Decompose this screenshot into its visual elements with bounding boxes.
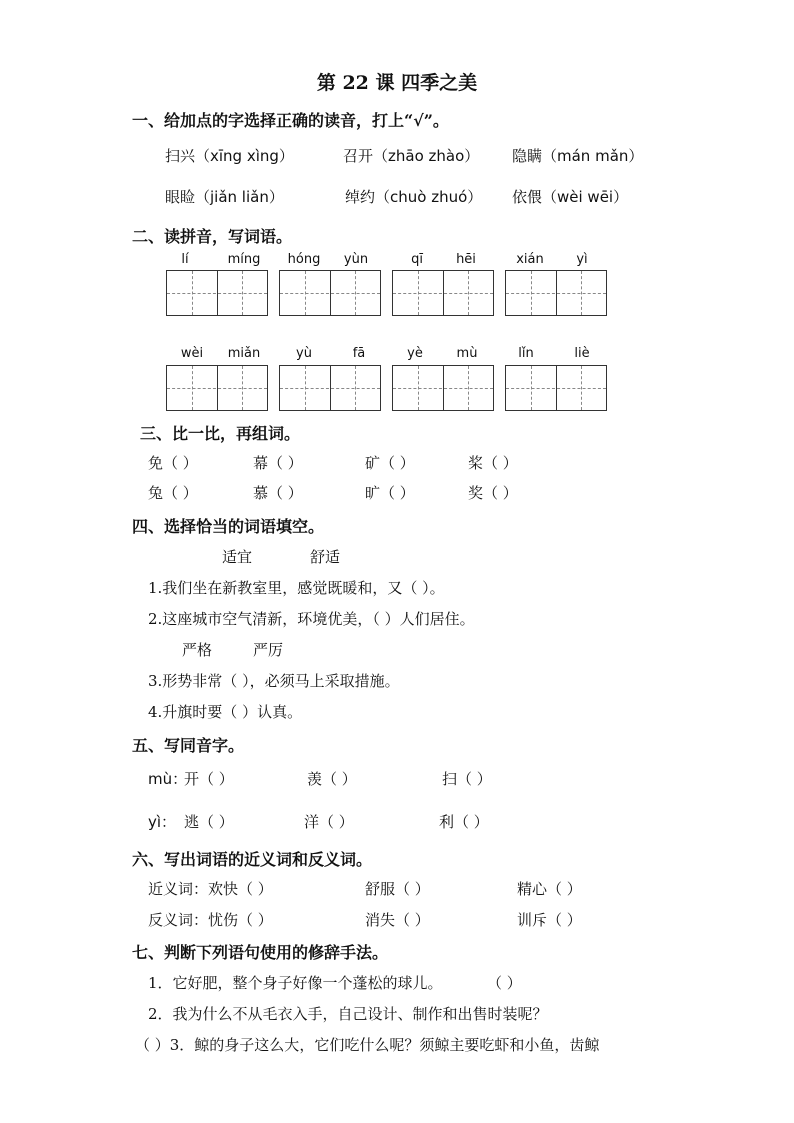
s6-item: 近义词：欢快（ ） bbox=[148, 880, 273, 898]
word-choice: 适宜 bbox=[222, 548, 253, 566]
s3-item: 桨（ ） bbox=[468, 454, 518, 472]
s5-item: 逃（ ） bbox=[184, 813, 234, 831]
writing-grid[interactable] bbox=[166, 270, 268, 316]
writing-grid[interactable] bbox=[166, 365, 268, 411]
pinyin-label: mù bbox=[456, 346, 478, 361]
s3-item: 幕（ ） bbox=[253, 454, 303, 472]
word-choice: 严格 bbox=[182, 641, 213, 659]
pinyin-label: wèi bbox=[180, 346, 204, 361]
pinyin-label: míng bbox=[227, 252, 261, 267]
s7-question: （ ）3．鲸的身子这么大，它们吃什么呢？须鲸主要吃虾和小鱼，齿鲸 bbox=[135, 1036, 600, 1054]
section-5-heading: 五、写同音字。 bbox=[132, 736, 245, 755]
page-title: 第 22 课 四季之美 bbox=[316, 72, 478, 94]
pinyin-label: yùn bbox=[343, 252, 369, 267]
s3-item: 旷（ ） bbox=[365, 484, 415, 502]
s3-item: 免（ ） bbox=[148, 454, 198, 472]
s3-item: 慕（ ） bbox=[253, 484, 303, 502]
pinyin-label: fā bbox=[352, 346, 366, 361]
pinyin-label: yù bbox=[296, 346, 312, 361]
s1-item: 隐瞒（mán mǎn） bbox=[512, 147, 644, 165]
s5-item: 利（ ） bbox=[439, 813, 489, 831]
pinyin-label: lǐn bbox=[518, 346, 534, 361]
pinyin-label: liè bbox=[574, 346, 590, 361]
pinyin-label: qī bbox=[411, 252, 423, 267]
s7-question: 1．它好肥，整个身子好像一个蓬松的球儿。 bbox=[148, 974, 443, 992]
s4-question: 4.升旗时要（ ）认真。 bbox=[148, 703, 303, 721]
s6-item: 训斥（ ） bbox=[517, 911, 582, 929]
s3-item: 矿（ ） bbox=[365, 454, 415, 472]
pinyin-label: lí bbox=[181, 252, 189, 267]
word-choice: 严厉 bbox=[253, 641, 284, 659]
section-3-heading: 三、比一比，再组词。 bbox=[140, 424, 301, 443]
pinyin-label: hēi bbox=[456, 252, 476, 267]
pinyin-label: yè bbox=[407, 346, 423, 361]
s1-item: 扫兴（xīng xìng） bbox=[165, 147, 294, 165]
section-7-heading: 七、判断下列语句使用的修辞手法。 bbox=[132, 943, 389, 962]
s3-item: 兔（ ） bbox=[148, 484, 198, 502]
pinyin-label: yì： bbox=[148, 813, 177, 831]
section-1-heading: 一、给加点的字选择正确的读音，打上“√”。 bbox=[132, 111, 449, 130]
pinyin-label: xián bbox=[516, 252, 544, 267]
s1-item: 眼睑（jiǎn liǎn） bbox=[165, 188, 284, 206]
s4-question: 1.我们坐在新教室里，感觉既暖和，又（ ）。 bbox=[148, 579, 445, 597]
pinyin-label: yì bbox=[576, 252, 588, 267]
pinyin-label: mù： bbox=[148, 770, 188, 788]
section-4-heading: 四、选择恰当的词语填空。 bbox=[132, 517, 325, 536]
section-6-heading: 六、写出词语的近义词和反义词。 bbox=[132, 850, 373, 869]
s6-item: 消失（ ） bbox=[365, 911, 430, 929]
writing-grid[interactable] bbox=[279, 365, 381, 411]
s5-item: 开（ ） bbox=[184, 770, 234, 788]
pinyin-label: miǎn bbox=[227, 346, 261, 361]
word-choice: 舒适 bbox=[310, 548, 341, 566]
s6-item: 反义词：忧伤（ ） bbox=[148, 911, 273, 929]
s6-item: 精心（ ） bbox=[517, 880, 582, 898]
s1-item: 召开（zhāo zhào） bbox=[343, 147, 480, 165]
s4-question: 3.形势非常（ ），必须马上采取措施。 bbox=[148, 672, 400, 690]
writing-grid[interactable] bbox=[505, 270, 607, 316]
writing-grid[interactable] bbox=[279, 270, 381, 316]
s7-question: 2．我为什么不从毛衣入手，自己设计、制作和出售时装呢？ bbox=[148, 1005, 548, 1023]
writing-grid[interactable] bbox=[505, 365, 607, 411]
s5-item: 羡（ ） bbox=[307, 770, 357, 788]
s1-item: 依偎（wèi wēi） bbox=[512, 188, 629, 206]
s4-question: 2.这座城市空气清新，环境优美，（ ）人们居住。 bbox=[148, 610, 475, 628]
answer-blank[interactable]: （ ） bbox=[487, 974, 522, 992]
s3-item: 奖（ ） bbox=[468, 484, 518, 502]
s6-item: 舒服（ ） bbox=[365, 880, 430, 898]
s1-item: 绰约（chuò zhuó） bbox=[345, 188, 483, 206]
writing-grid[interactable] bbox=[392, 270, 494, 316]
section-2-heading: 二、读拼音，写词语。 bbox=[132, 227, 293, 246]
pinyin-label: hóng bbox=[287, 252, 321, 267]
s5-item: 扫（ ） bbox=[442, 770, 492, 788]
s5-item: 洋（ ） bbox=[304, 813, 354, 831]
writing-grid[interactable] bbox=[392, 365, 494, 411]
